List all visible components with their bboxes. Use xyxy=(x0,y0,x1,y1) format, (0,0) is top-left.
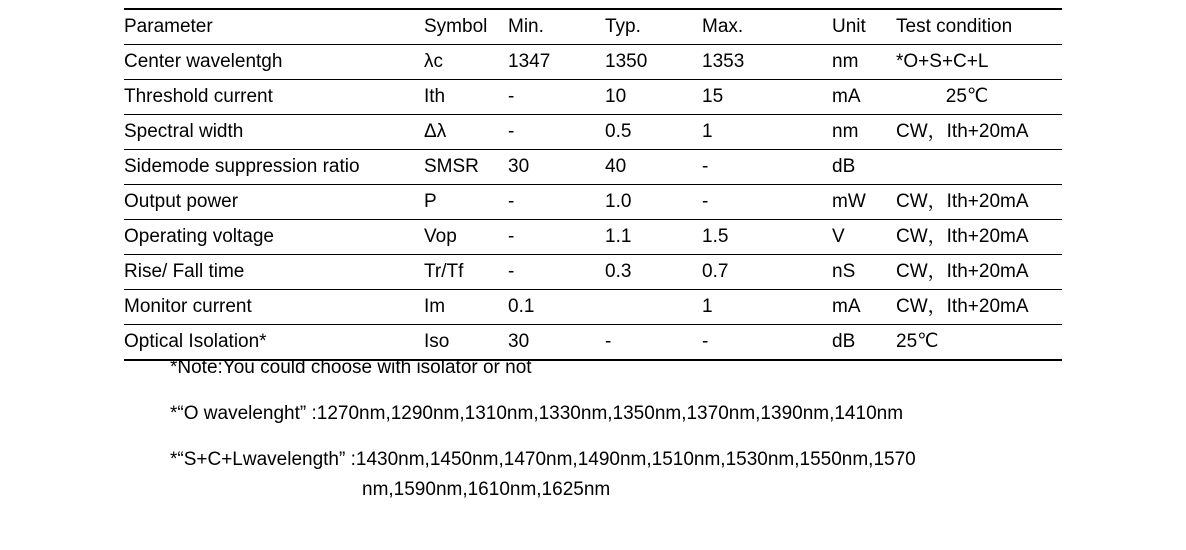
note-scl-wavelength-continuation: nm,1590nm,1610nm,1625nm xyxy=(362,479,611,500)
column-header-test-condition: Test condition xyxy=(896,9,1062,45)
cell-max: 15 xyxy=(702,80,832,115)
cell-typ: 40 xyxy=(605,150,702,185)
cell-unit: mA xyxy=(832,290,896,325)
table-row xyxy=(124,80,1062,115)
cell-max: 1.5 xyxy=(702,220,832,255)
cell-parameter: Spectral width xyxy=(124,115,424,150)
cell-min: 30 xyxy=(508,150,605,185)
table-row xyxy=(124,290,1062,325)
specification-table xyxy=(124,8,1062,361)
cell-unit: mW xyxy=(832,185,896,220)
table-row xyxy=(124,325,1062,361)
cell-min: - xyxy=(508,185,605,220)
cell-max: 0.7 xyxy=(702,255,832,290)
cell-typ: 1.1 xyxy=(605,220,702,255)
notes-section xyxy=(124,356,1124,502)
cell-symbol: λc xyxy=(424,45,508,80)
column-header-unit: Unit xyxy=(832,9,896,45)
cell-min: - xyxy=(508,80,605,115)
column-header-symbol: Symbol xyxy=(424,9,508,45)
cell-typ: 0.3 xyxy=(605,255,702,290)
cell-parameter: Center wavelentgh xyxy=(124,45,424,80)
cell-typ xyxy=(605,290,702,325)
cell-min: 1347 xyxy=(508,45,605,80)
cell-unit: nS xyxy=(832,255,896,290)
cell-max: - xyxy=(702,185,832,220)
cell-test-condition: *O+S+C+L xyxy=(896,45,1062,80)
cell-symbol: Vop xyxy=(424,220,508,255)
cell-parameter: Output power xyxy=(124,185,424,220)
cell-typ: 1350 xyxy=(605,45,702,80)
cell-test-condition: CW，Ith+20mA xyxy=(896,185,1062,220)
table-row xyxy=(124,115,1062,150)
cell-symbol: Δλ xyxy=(424,115,508,150)
cell-test-condition: 25℃ xyxy=(896,80,1062,115)
cell-parameter: Monitor current xyxy=(124,290,424,325)
cell-symbol: Iso xyxy=(424,325,508,361)
cell-min: - xyxy=(508,220,605,255)
note-isolator: *Note:You could choose with isolator or not xyxy=(170,357,532,378)
cell-unit: V xyxy=(832,220,896,255)
cell-symbol: SMSR xyxy=(424,150,508,185)
note-o-wavelength: *“O wavelenght” :1270nm,1290nm,1310nm,1330nm,1350nm,1370nm,1390nm,1410nm xyxy=(170,403,904,424)
cell-max: - xyxy=(702,325,832,361)
cell-test-condition: CW，Ith+20mA xyxy=(896,115,1062,150)
cell-symbol: Im xyxy=(424,290,508,325)
note-scl-wavelength: *“S+C+Lwavelength” :1430nm,1450nm,1470nm,1490nm,1510nm,1530nm,1550nm,1570 xyxy=(170,449,916,470)
column-header-max: Max. xyxy=(702,9,832,45)
specification-table-container xyxy=(124,8,1062,361)
cell-symbol: Ith xyxy=(424,80,508,115)
cell-typ: - xyxy=(605,325,702,361)
cell-test-condition: CW，Ith+20mA xyxy=(896,290,1062,325)
table-row xyxy=(124,255,1062,290)
cell-symbol: Tr/Tf xyxy=(424,255,508,290)
cell-unit: dB xyxy=(832,150,896,185)
cell-unit: mA xyxy=(832,80,896,115)
cell-test-condition: CW，Ith+20mA xyxy=(896,220,1062,255)
cell-parameter: Threshold current xyxy=(124,80,424,115)
cell-min: 30 xyxy=(508,325,605,361)
column-header-min: Min. xyxy=(508,9,605,45)
cell-max: 1 xyxy=(702,290,832,325)
cell-unit: nm xyxy=(832,115,896,150)
cell-max: - xyxy=(702,150,832,185)
cell-min: 0.1 xyxy=(508,290,605,325)
cell-symbol: P xyxy=(424,185,508,220)
cell-typ: 1.0 xyxy=(605,185,702,220)
cell-typ: 0.5 xyxy=(605,115,702,150)
cell-max: 1 xyxy=(702,115,832,150)
cell-min: - xyxy=(508,115,605,150)
cell-parameter: Rise/ Fall time xyxy=(124,255,424,290)
table-row xyxy=(124,150,1062,185)
table-row xyxy=(124,220,1062,255)
cell-typ: 10 xyxy=(605,80,702,115)
table-header-row xyxy=(124,9,1062,45)
cell-test-condition xyxy=(896,150,1062,185)
cell-test-condition: 25℃ xyxy=(896,325,1062,361)
table-row xyxy=(124,185,1062,220)
cell-unit: nm xyxy=(832,45,896,80)
cell-min: - xyxy=(508,255,605,290)
cell-parameter: Optical Isolation* xyxy=(124,325,424,361)
cell-max: 1353 xyxy=(702,45,832,80)
cell-parameter: Operating voltage xyxy=(124,220,424,255)
table-row xyxy=(124,45,1062,80)
column-header-parameter: Parameter xyxy=(124,9,424,45)
cell-test-condition: CW，Ith+20mA xyxy=(896,255,1062,290)
cell-parameter: Sidemode suppression ratio xyxy=(124,150,424,185)
column-header-typ: Typ. xyxy=(605,9,702,45)
cell-unit: dB xyxy=(832,325,896,361)
